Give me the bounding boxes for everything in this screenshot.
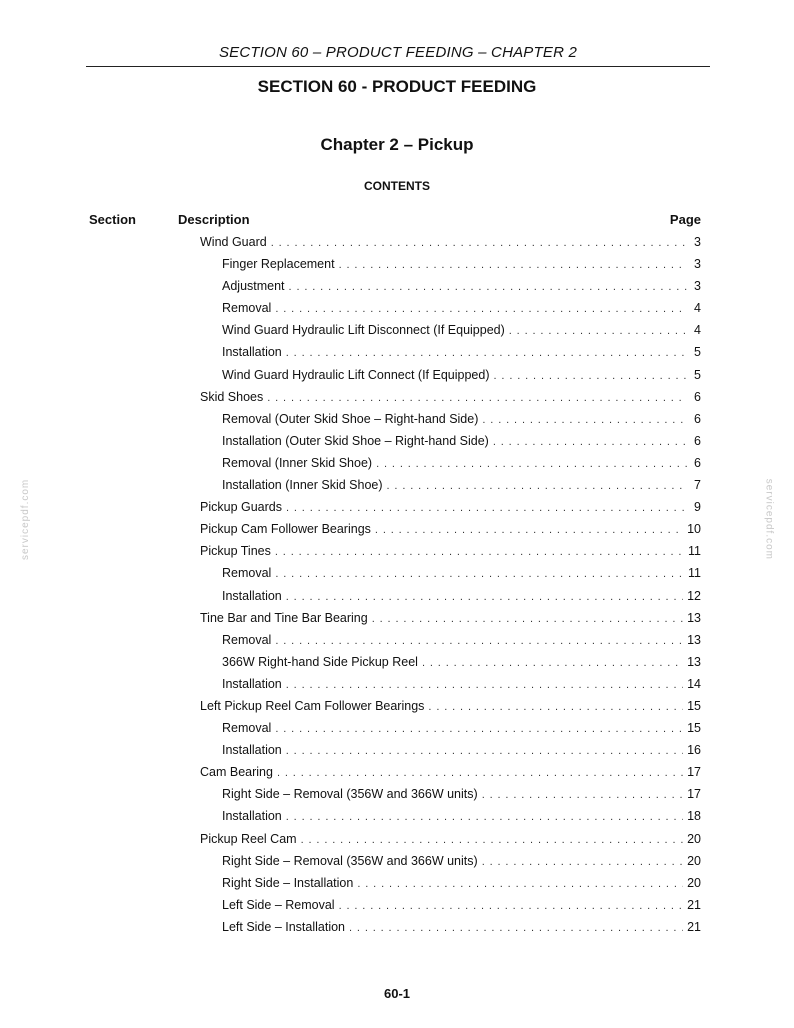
- toc-entry-page: 20: [687, 831, 701, 846]
- toc-entry-label: Wind Guard Hydraulic Lift Disconnect (If Equipped): [222, 323, 505, 338]
- toc-entry-label: Pickup Tines: [200, 544, 271, 559]
- toc-entry-page: 3: [694, 257, 701, 272]
- column-header-description: Description: [178, 212, 250, 227]
- toc-entry-label: Installation: [222, 676, 282, 691]
- toc-leader-dots: [509, 320, 687, 342]
- toc-entry-page: 21: [687, 919, 701, 934]
- toc-leader-dots: [375, 519, 683, 541]
- toc-leader-dots: [372, 608, 683, 630]
- toc-entry-page: 4: [694, 323, 701, 338]
- toc-entry[interactable]: [200, 518, 701, 540]
- toc-entry-page: 16: [687, 743, 701, 758]
- toc-entry[interactable]: [200, 231, 701, 253]
- toc-leader-dots: [271, 232, 687, 254]
- toc-leader-dots: [275, 563, 684, 585]
- toc-leader-dots: [339, 254, 687, 276]
- toc-entry-page: 11: [688, 544, 701, 559]
- toc-entry-label: Removal: [222, 301, 272, 316]
- toc-leader-dots: [277, 762, 683, 784]
- toc-entry[interactable]: [200, 540, 701, 562]
- running-header: SECTION 60 – PRODUCT FEEDING – CHAPTER 2: [218, 44, 578, 61]
- toc-entry-label: Removal: [222, 721, 272, 736]
- toc-entry[interactable]: [200, 629, 701, 651]
- toc-entry-label: Pickup Reel Cam: [200, 831, 297, 846]
- toc-entry-page: 6: [694, 455, 701, 470]
- toc-entry-page: 11: [688, 566, 701, 581]
- toc-entry[interactable]: [200, 275, 701, 297]
- toc-entry[interactable]: [200, 253, 701, 275]
- toc-leader-dots: [286, 342, 687, 364]
- toc-entry-label: Removal: [222, 632, 272, 647]
- chapter-title: Chapter 2 – Pickup: [320, 135, 474, 154]
- toc-entry[interactable]: [200, 761, 701, 783]
- toc-entry-label: Left Pickup Reel Cam Follower Bearings: [200, 698, 425, 713]
- table-of-contents: [200, 231, 701, 938]
- toc-entry[interactable]: [200, 717, 701, 739]
- toc-entry[interactable]: [200, 828, 701, 850]
- toc-leader-dots: [493, 431, 687, 453]
- toc-leader-dots: [494, 365, 688, 387]
- toc-entry-page: 13: [687, 610, 701, 625]
- toc-leader-dots: [286, 674, 683, 696]
- toc-entry-label: Right Side – Removal (356W and 366W units): [222, 853, 478, 868]
- toc-leader-dots: [267, 387, 687, 409]
- toc-leader-dots: [428, 696, 683, 718]
- toc-entry[interactable]: [200, 341, 701, 363]
- column-header-page: Page: [669, 212, 701, 227]
- toc-entry-page: 4: [694, 301, 701, 316]
- toc-entry-page: 7: [694, 478, 701, 493]
- page-number: 60-1: [383, 986, 411, 1001]
- toc-entry-label: Cam Bearing: [200, 765, 273, 780]
- toc-entry-page: 13: [687, 632, 701, 647]
- toc-entry[interactable]: [200, 319, 701, 341]
- toc-entry-label: Removal (Inner Skid Shoe): [222, 455, 373, 470]
- toc-entry[interactable]: [200, 386, 701, 408]
- toc-entry[interactable]: [200, 607, 701, 629]
- toc-entry-page: 3: [694, 279, 701, 294]
- watermark-left: servicepdf.com: [20, 478, 31, 560]
- toc-leader-dots: [482, 784, 683, 806]
- toc-entry[interactable]: [200, 673, 701, 695]
- toc-leader-dots: [339, 895, 684, 917]
- toc-leader-dots: [275, 298, 687, 320]
- toc-entry-label: Pickup Cam Follower Bearings: [200, 522, 371, 537]
- toc-entry-label: Right Side – Installation: [222, 875, 354, 890]
- toc-entry-page: 12: [687, 588, 701, 603]
- toc-entry-label: Right Side – Removal (356W and 366W units): [222, 787, 478, 802]
- toc-entry[interactable]: [200, 474, 701, 496]
- toc-entry-label: Finger Replacement: [222, 257, 335, 272]
- toc-entry-label: Pickup Guards: [200, 500, 282, 515]
- toc-entry-page: 13: [687, 654, 701, 669]
- toc-entry-label: Installation (Inner Skid Shoe): [222, 478, 383, 493]
- toc-leader-dots: [357, 873, 683, 895]
- toc-entry[interactable]: [200, 695, 701, 717]
- toc-entry-label: 366W Right-hand Side Pickup Reel: [222, 654, 418, 669]
- toc-entry-page: 14: [687, 676, 701, 691]
- toc-leader-dots: [349, 917, 683, 939]
- toc-entry-label: Installation: [222, 588, 282, 603]
- toc-entry-label: Skid Shoes: [200, 389, 264, 404]
- toc-entry[interactable]: [200, 894, 701, 916]
- toc-leader-dots: [286, 806, 683, 828]
- toc-entry-page: 5: [694, 345, 701, 360]
- toc-entry-page: 18: [687, 809, 701, 824]
- toc-entry-page: 5: [694, 367, 701, 382]
- toc-entry-page: 9: [694, 500, 701, 515]
- toc-entry-label: Installation: [222, 743, 282, 758]
- toc-leader-dots: [301, 829, 684, 851]
- toc-leader-dots: [286, 497, 687, 519]
- toc-leader-dots: [286, 586, 683, 608]
- toc-entry[interactable]: [200, 783, 701, 805]
- toc-entry-page: 15: [687, 698, 701, 713]
- toc-entry[interactable]: [200, 916, 701, 938]
- header-rule: [86, 66, 710, 67]
- toc-entry[interactable]: [200, 805, 701, 827]
- watermark-right: servicepdf.com: [763, 478, 774, 560]
- toc-entry-page: 15: [687, 721, 701, 736]
- column-header-section: Section: [89, 212, 136, 227]
- toc-entry-label: Installation: [222, 345, 282, 360]
- toc-leader-dots: [376, 453, 687, 475]
- toc-entry-page: 20: [687, 875, 701, 890]
- toc-entry-label: Wind Guard Hydraulic Lift Connect (If Equipped): [222, 367, 490, 382]
- toc-entry-page: 6: [694, 411, 701, 426]
- toc-entry[interactable]: [200, 430, 701, 452]
- toc-entry[interactable]: [200, 496, 701, 518]
- toc-leader-dots: [275, 630, 683, 652]
- toc-leader-dots: [286, 740, 683, 762]
- toc-entry-page: 6: [694, 389, 701, 404]
- toc-entry[interactable]: [200, 872, 701, 894]
- toc-leader-dots: [422, 652, 683, 674]
- toc-entry[interactable]: [200, 850, 701, 872]
- toc-entry[interactable]: [200, 297, 701, 319]
- toc-leader-dots: [275, 541, 684, 563]
- toc-entry-page: 17: [687, 765, 701, 780]
- toc-entry-page: 6: [694, 433, 701, 448]
- toc-entry[interactable]: [200, 452, 701, 474]
- toc-entry-label: Left Side – Installation: [222, 919, 345, 934]
- toc-entry-label: Adjustment: [222, 279, 285, 294]
- toc-entry-label: Installation (Outer Skid Shoe – Right-hand Side): [222, 433, 489, 448]
- toc-leader-dots: [482, 851, 683, 873]
- toc-entry-page: 3: [694, 235, 701, 249]
- toc-entry-page: 10: [687, 522, 701, 537]
- toc-leader-dots: [275, 718, 683, 740]
- toc-entry-label: Tine Bar and Tine Bar Bearing: [200, 610, 368, 625]
- toc-entry[interactable]: [200, 651, 701, 673]
- toc-entry-label: Removal: [222, 566, 272, 581]
- toc-entry-page: 20: [687, 853, 701, 868]
- toc-entry-label: Installation: [222, 809, 282, 824]
- toc-leader-dots: [482, 409, 687, 431]
- toc-entry-page: 17: [687, 787, 701, 802]
- toc-entry-label: Removal (Outer Skid Shoe – Right-hand Side): [222, 411, 479, 426]
- toc-leader-dots: [289, 276, 687, 298]
- toc-leader-dots: [387, 475, 687, 497]
- toc-entry[interactable]: [200, 364, 701, 386]
- contents-title: CONTENTS: [364, 179, 430, 193]
- toc-entry-label: Wind Guard: [200, 235, 267, 249]
- toc-entry-page: 21: [687, 897, 701, 912]
- toc-entry[interactable]: [200, 562, 701, 584]
- toc-entry[interactable]: [200, 408, 701, 430]
- toc-entry[interactable]: [200, 739, 701, 761]
- section-title: SECTION 60 - PRODUCT FEEDING: [257, 77, 537, 96]
- toc-entry-label: Left Side – Removal: [222, 897, 335, 912]
- toc-entry[interactable]: [200, 585, 701, 607]
